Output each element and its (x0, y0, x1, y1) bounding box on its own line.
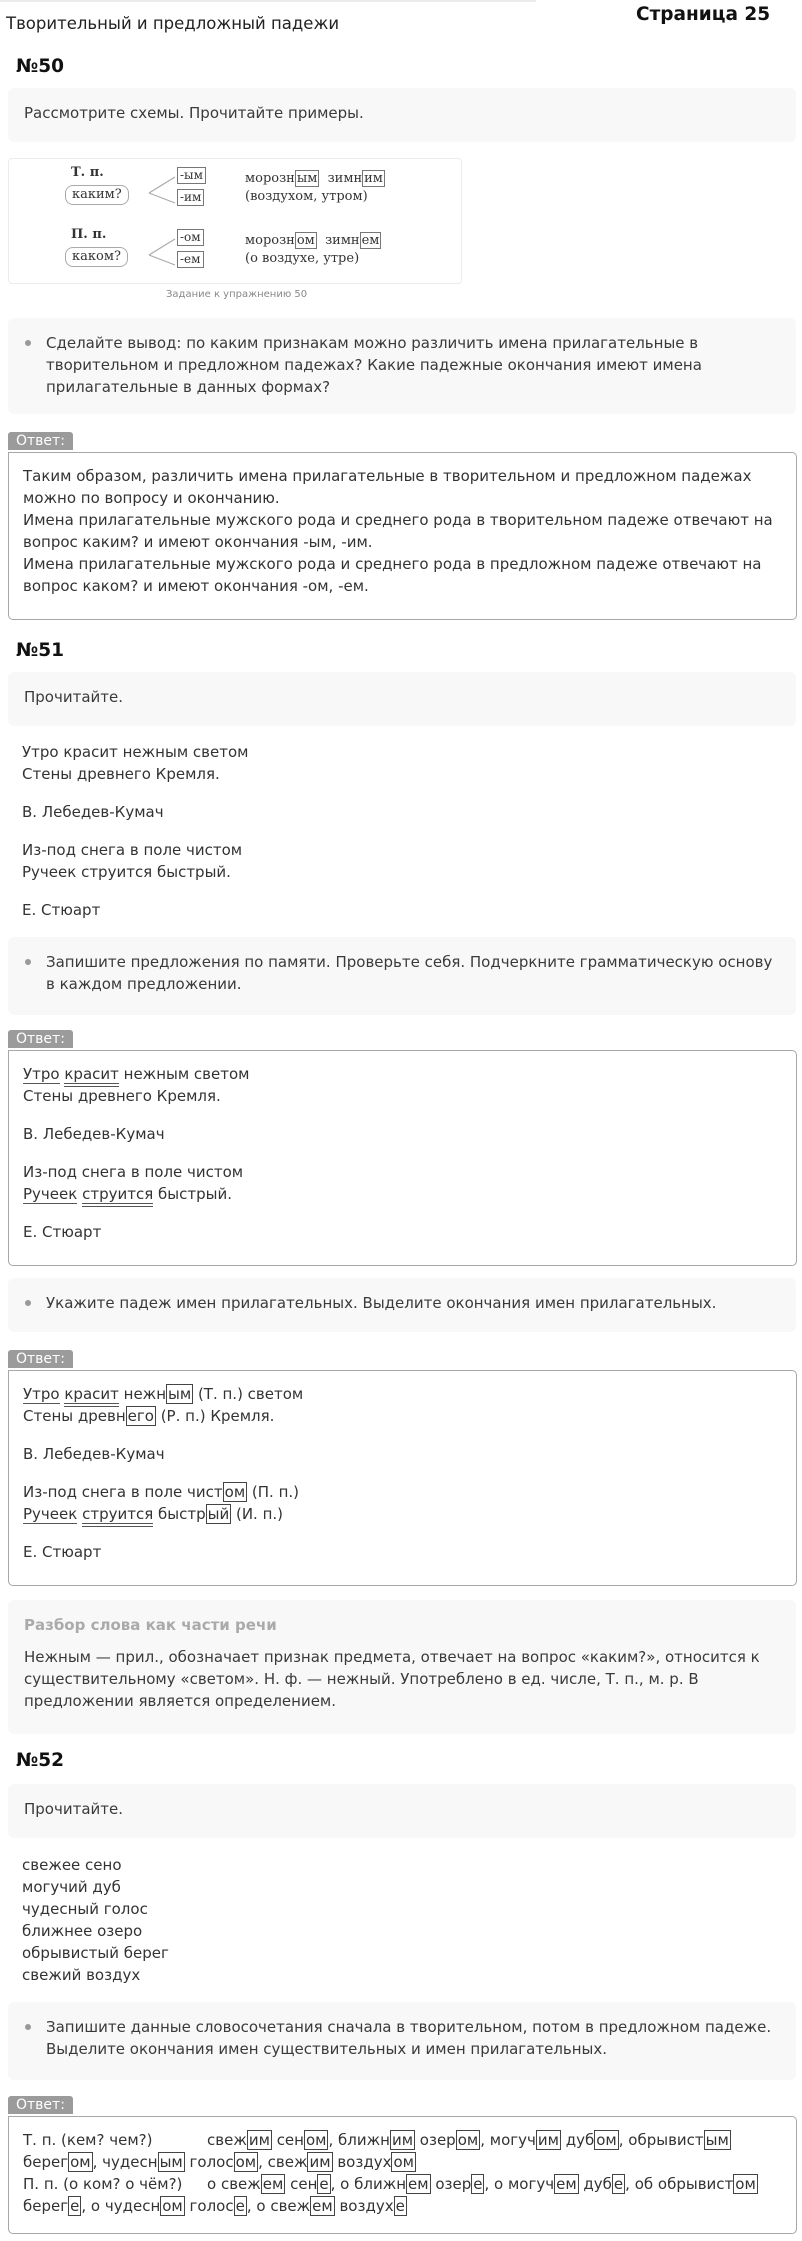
exercise-51-question-1 (8, 937, 796, 1015)
phrase-item: свежий воздух (22, 1966, 141, 1984)
scheme-tp-example-2: (воздухом, утром) (245, 189, 368, 204)
bullet-icon (25, 1300, 31, 1306)
ending-box: ым (168, 1385, 192, 1403)
predicate-word: струится (82, 1505, 153, 1527)
word-stem: обрывист (628, 2131, 704, 2149)
page-number: Страница 25 (636, 4, 771, 25)
word-stem: о свеж (207, 2175, 261, 2193)
ending-box: ом (162, 2197, 183, 2215)
poem-line: Ручеек струится быстрый. (22, 863, 231, 881)
question-text: Запишите данные словосочетания сначала в творительном, потом в предложном падеже. Выделите окончания имен существительных и имен прилагательных. (46, 2018, 772, 2058)
scheme-pp-example-2: (о воздухе, утре) (245, 251, 360, 266)
phrase-form (268, 2152, 416, 2172)
predicate-word: красит (64, 1065, 119, 1087)
exercise-52-answer (8, 2116, 797, 2234)
answer-line: Стены древнего Кремля. (23, 1087, 221, 1105)
answer-line: Из-под снега в поле чистом (23, 1163, 244, 1181)
word-stem: берег (23, 2153, 69, 2171)
question-text: Укажите падеж имен прилагательных. Выделите окончания имен прилагательных. (46, 1294, 717, 1312)
scheme-arrows-pp (147, 231, 177, 271)
exercise-51-task (8, 672, 796, 726)
word-stem: могуч (489, 2131, 536, 2149)
answer-label: Ответ: (8, 432, 73, 450)
phrase-form (102, 2152, 258, 2172)
exercise-51-question-2 (8, 1278, 796, 1332)
phrase-form (207, 2130, 328, 2150)
exercise-51-answer-1 (8, 1050, 797, 1266)
ending-box: его (127, 1407, 154, 1425)
scheme-image (8, 158, 462, 284)
scheme-pp-example-1: морозн ом зимн ем (245, 233, 380, 248)
ending-box: ом (596, 2131, 617, 2149)
phrase-item: свежее сено (22, 1856, 122, 1874)
subject-word: Ручеек (23, 1505, 78, 1523)
word-stem: воздух (334, 2197, 394, 2215)
answer-author: В. Лебедев-Кумач (23, 1445, 165, 1463)
ending-box: им (391, 2131, 414, 2149)
phrase-form (494, 2174, 625, 2194)
poem-author: Е. Стюарт (22, 901, 101, 919)
answer-author: Е. Стюарт (23, 1543, 102, 1561)
ending-box: ом (235, 2153, 257, 2171)
word-stem: свеж (207, 2131, 247, 2149)
phrase-form (338, 2130, 480, 2150)
scheme-pp-ending-1: -ом (177, 229, 204, 246)
answer-line: Утро красит нежным светом (23, 1063, 782, 1085)
word-stem: воздух (332, 2153, 392, 2171)
case-line: Т. п. (кем? чем?) свеж им сен ом , ближн им озер ом , могуч им дуб ом , обрывист ым берег ом , чудесн ым голос ом , свеж им воздух ом (23, 2131, 729, 2171)
bullet-icon (25, 340, 31, 346)
bullet-icon (25, 959, 31, 965)
ending-box: ом (305, 2131, 327, 2149)
poem-author: В. Лебедев-Кумач (22, 803, 164, 821)
scheme-pp-question: каком? (65, 247, 128, 267)
word-stem: озер (430, 2175, 472, 2193)
poem-line: Из-под снега в поле чистом (22, 841, 243, 859)
subject-word: Ручеек (23, 1185, 78, 1203)
task-text: Прочитайте. (24, 1800, 124, 1818)
word-stem: об обрывист (634, 2175, 734, 2193)
answer-author: В. Лебедев-Кумач (23, 1125, 165, 1143)
bullet-icon (25, 2024, 31, 2030)
word-stem: сен (285, 2175, 318, 2193)
phrase-form (91, 2196, 247, 2216)
ending-box: е (473, 2175, 483, 2193)
parse-title: Разбор слова как части речи (24, 1616, 277, 1634)
task-text: Прочитайте. (24, 688, 124, 706)
exercise-51-answer-2 (8, 1370, 797, 1586)
phrase-form (490, 2130, 619, 2150)
word-stem: чудесн (102, 2153, 158, 2171)
subject-word: Утро (23, 1065, 60, 1083)
word-stem: голос (184, 2197, 234, 2215)
word-stem: о ближн (340, 2175, 407, 2193)
ending-box: е (319, 2175, 329, 2193)
answer-line: Из-под снега в поле чист ом (П. п.) (23, 1483, 300, 1501)
case-line: П. п. (о ком? о чём?) о свеж ем сен е , о ближн ем озер е , о могуч ем дуб е , об обрывист ом берег е , о чудесн ом голос е , о свеж ем воздух е (23, 2175, 756, 2215)
ending-box: им (248, 2131, 270, 2149)
ending-box: е (70, 2197, 80, 2215)
ending-box: ом (457, 2131, 479, 2149)
word-parse-card (8, 1600, 796, 1734)
poem (22, 741, 248, 921)
phrase-form (207, 2174, 331, 2194)
word-stem: о свеж (256, 2197, 311, 2215)
answer-label: Ответ: (8, 2096, 73, 2114)
parse-text: Нежным — прил., обозначает признак предмета, отвечает на вопрос «каким?», относится к существительному «светом». Н. ф. — нежный. Употреблено в ед. числе, Т. п., м. р. В предложении является определением. (24, 1648, 760, 1710)
phrase-form (340, 2174, 484, 2194)
word-stem: сен (271, 2131, 304, 2149)
word-stem: о могуч (494, 2175, 555, 2193)
case-forms (23, 2129, 782, 2217)
ending-box: ем (312, 2197, 333, 2215)
task-text: Рассмотрите схемы. Прочитайте примеры. (24, 104, 364, 122)
exercise-51-heading: №51 (16, 640, 65, 661)
word-stem: дуб (578, 2175, 612, 2193)
ending-box: ым (159, 2153, 183, 2171)
ending-box: им (537, 2131, 559, 2149)
answer-line: Ручеек струится быстр ый (И. п.) (23, 1503, 782, 1525)
scheme-caption: Задание к упражнению 50 (166, 289, 308, 300)
exercise-50-heading: №50 (16, 56, 65, 77)
exercise-50-question (8, 318, 796, 414)
scheme-tp-label: Т. п. (71, 165, 104, 180)
word-stem: дуб (560, 2131, 595, 2149)
predicate-word: струится (82, 1185, 153, 1207)
phrase-form (256, 2196, 406, 2216)
answer-line: Утро красит нежн ым (Т. п.) светом (23, 1383, 782, 1405)
ending-box: е (235, 2197, 245, 2215)
answer-label: Ответ: (8, 1350, 73, 1368)
answer-line: Стены древн его (Р. п.) Кремля. (23, 1407, 275, 1425)
answer-author: Е. Стюарт (23, 1223, 102, 1241)
case-label: Т. п. (кем? чем?) (23, 2131, 153, 2149)
phrase-item: могучий дуб (22, 1878, 121, 1896)
question-text: Запишите предложения по памяти. Проверьте себя. Подчеркните грамматическую основу в каждом предложении. (46, 953, 773, 993)
scheme-pp-ending-2: -ем (177, 251, 204, 268)
exercise-52-question (8, 2002, 796, 2080)
scheme-tp-ending-1: -ым (177, 167, 206, 184)
word-stem: голос (184, 2153, 234, 2171)
question-text: Сделайте вывод: по каким признакам можно различить имена прилагательные в творительном и предложном падежах? Какие падежные окончания имеют имена прилагательные в данных формах? (46, 334, 702, 396)
top-divider (0, 0, 536, 2)
case-label: П. п. (о ком? о чём?) (23, 2175, 183, 2193)
scheme-tp-example-1: морозн ым зимн им (245, 171, 383, 186)
ending-box: ом (735, 2175, 756, 2193)
word-stem: свеж (267, 2153, 308, 2171)
exercise-50-task (8, 88, 796, 142)
phrase-item: чудесный голос (22, 1900, 148, 1918)
predicate-word: красит (64, 1385, 119, 1407)
answer-paragraph: Имена прилагательные мужского рода и среднего рода в творительном падеже отвечают на вопрос каким? и имеют окончания -ым, -им. (23, 511, 773, 551)
word-stem: о чудесн (90, 2197, 161, 2215)
ending-box: ом (70, 2153, 91, 2171)
ending-box: е (395, 2197, 405, 2215)
subject-word: Утро (23, 1385, 60, 1403)
answer-label: Ответ: (8, 1030, 73, 1048)
exercise-52-heading: №52 (16, 1750, 65, 1771)
ending-box: ый (207, 1505, 230, 1523)
poem-line: Стены древнего Кремля. (22, 765, 220, 783)
phrase-list (22, 1854, 169, 1986)
word-stem: озер (415, 2131, 456, 2149)
answer-line: Ручеек струится быстрый. (23, 1183, 782, 1205)
answer-paragraph: Имена прилагательные мужского рода и среднего рода в предложном падеже отвечают на вопрос каком? и имеют окончания -ом, -ем. (23, 555, 762, 595)
exercise-50-answer (8, 452, 797, 620)
scheme-arrows-tp (147, 169, 177, 209)
ending-box: ем (262, 2175, 284, 2193)
phrase-item: обрывистый берег (22, 1944, 169, 1962)
scheme-tp-question: каким? (65, 185, 129, 205)
word-stem: берег (23, 2197, 69, 2215)
ending-box: ом (393, 2153, 414, 2171)
phrase-item: ближнее озеро (22, 1922, 143, 1940)
ending-box: ем (556, 2175, 577, 2193)
scheme-pp-label: П. п. (71, 227, 107, 242)
scheme-tp-ending-2: -им (177, 189, 204, 206)
exercise-52-task (8, 1784, 796, 1838)
page-title: Творительный и предложный падежи (6, 14, 340, 33)
ending-box: е (613, 2175, 624, 2193)
ending-box: ем (408, 2175, 429, 2193)
ending-box: ым (705, 2131, 729, 2149)
word-stem: ближн (338, 2131, 390, 2149)
answer-paragraph: Таким образом, различить имена прилагательные в творительном и предложном падежах можно по вопросу и окончанию. (23, 467, 752, 507)
poem-line: Утро красит нежным светом (22, 743, 249, 761)
ending-box: им (309, 2153, 331, 2171)
ending-box: ом (224, 1483, 246, 1501)
